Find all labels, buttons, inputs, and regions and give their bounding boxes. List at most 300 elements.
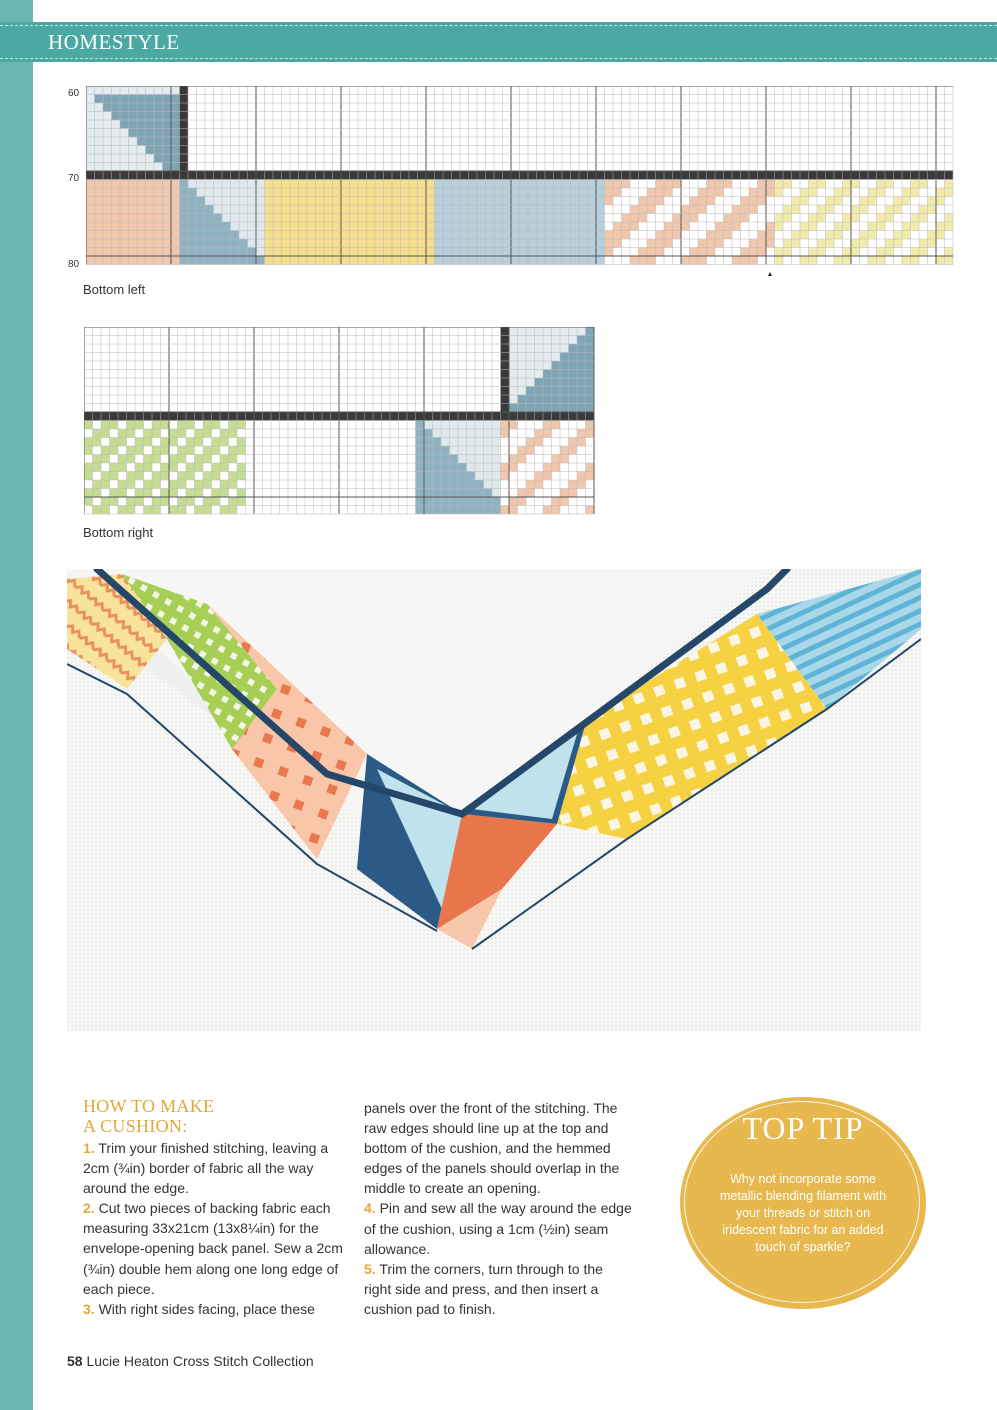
stitch-cell	[222, 171, 231, 180]
stitch-cell	[535, 353, 544, 362]
stitch-cell	[103, 180, 112, 189]
stitch-cell	[205, 171, 214, 180]
stitch-cell	[503, 180, 512, 189]
stitch-cell	[118, 438, 127, 447]
stitch-cell	[95, 129, 104, 138]
stitch-cell	[535, 438, 544, 447]
stitch-cell	[509, 370, 518, 379]
stitch-cell	[501, 378, 510, 387]
howto-heading-line2: A CUSHION:	[83, 1116, 188, 1136]
stitch-cell	[577, 480, 586, 489]
stitch-cell	[384, 180, 393, 189]
stitch-cell	[492, 412, 501, 421]
stitch-cell	[409, 248, 418, 257]
stitch-cell	[520, 197, 529, 206]
stitch-cell	[520, 214, 529, 223]
stitch-cell	[384, 256, 393, 265]
stitch-cell	[367, 256, 376, 265]
stitch-cell	[231, 171, 240, 180]
stitch-cell	[129, 222, 138, 231]
stitch-cell	[146, 197, 155, 206]
stitch-cell	[282, 188, 291, 197]
stitch-cell	[494, 214, 503, 223]
stitch-cell	[467, 438, 476, 447]
stitch-cell	[571, 256, 580, 265]
stitch-cell	[477, 239, 486, 248]
stitch-cell	[137, 222, 146, 231]
stitch-cell	[161, 472, 170, 481]
stitch-cell	[467, 455, 476, 464]
stitch-cell	[222, 222, 231, 231]
stitch-cell	[528, 171, 537, 180]
stitch-cell	[562, 188, 571, 197]
stitch-cell	[681, 222, 690, 231]
stitch-cell	[535, 387, 544, 396]
stitch-cell	[95, 197, 104, 206]
stitch-cell	[163, 188, 172, 197]
stitch-cell	[231, 248, 240, 257]
stitch-cell	[222, 197, 231, 206]
stitch-cell	[163, 86, 172, 95]
stitch-cell	[110, 472, 119, 481]
stitch-cell	[135, 421, 144, 430]
stitch-cell	[290, 222, 299, 231]
stitch-cell	[112, 129, 121, 138]
stitch-cell	[554, 222, 563, 231]
stitch-cell	[146, 86, 155, 95]
stitch-cell	[256, 222, 265, 231]
stitch-cell	[358, 197, 367, 206]
page-footer	[67, 1353, 314, 1369]
stitch-cell	[239, 222, 248, 231]
stitch-cell	[894, 231, 903, 240]
stitch-cell	[450, 489, 459, 498]
stitch-cell	[605, 180, 614, 189]
stitch-cell	[579, 171, 588, 180]
stitch-cell	[552, 463, 561, 472]
stitch-cell	[110, 489, 119, 498]
stitch-cell	[86, 180, 95, 189]
stitch-cell	[552, 378, 561, 387]
stitch-cell	[460, 171, 469, 180]
stitch-cell	[469, 197, 478, 206]
stitch-cell	[358, 214, 367, 223]
stitch-cell	[299, 231, 308, 240]
stitch-cell	[664, 171, 673, 180]
stitch-cell	[605, 239, 614, 248]
stitch-cell	[137, 239, 146, 248]
stitch-cell	[307, 231, 316, 240]
stitch-cell	[560, 395, 569, 404]
stitch-cell	[526, 327, 535, 336]
stitch-cell	[409, 231, 418, 240]
stitch-cell	[112, 95, 121, 104]
stitch-cell	[501, 404, 510, 413]
stitch-cell	[384, 188, 393, 197]
stitch-cell	[416, 463, 425, 472]
stitch-cell	[112, 137, 121, 146]
stitch-cell	[783, 239, 792, 248]
stitch-cell	[698, 239, 707, 248]
stitch-cell	[93, 455, 102, 464]
stitch-cell	[518, 489, 527, 498]
stitch-cell	[299, 248, 308, 257]
stitch-cell	[314, 412, 323, 421]
stitch-cell	[452, 248, 461, 257]
stitch-cell	[305, 412, 314, 421]
stitch-cell	[800, 188, 809, 197]
stitch-cell	[537, 239, 546, 248]
stitch-cell	[110, 446, 119, 455]
stitch-cell	[492, 480, 501, 489]
stitch-cell	[418, 180, 427, 189]
stitch-cell	[129, 86, 138, 95]
stitch-cell	[95, 180, 104, 189]
stitch-cell	[586, 361, 595, 370]
stitch-cell	[577, 395, 586, 404]
stitch-cell	[441, 463, 450, 472]
stitch-cell	[460, 180, 469, 189]
stitch-cell	[93, 429, 102, 438]
stitch-cell	[273, 171, 282, 180]
stitch-cell	[171, 120, 180, 129]
stitch-cell	[562, 197, 571, 206]
stitch-cell	[416, 506, 425, 515]
stitch-cell	[596, 197, 605, 206]
stitch-cell	[441, 438, 450, 447]
stitch-cell	[509, 497, 518, 506]
stitch-cell	[84, 412, 93, 421]
stitch-cell	[163, 248, 172, 257]
stitch-cell	[509, 327, 518, 336]
stitch-cell	[792, 197, 801, 206]
stitch-cell	[282, 214, 291, 223]
stitch-cell	[936, 222, 945, 231]
stitch-cell	[775, 180, 784, 189]
stitch-cell	[180, 112, 189, 121]
stitch-cell	[220, 463, 229, 472]
stitch-cell	[299, 222, 308, 231]
stitch-cell	[120, 239, 129, 248]
stitch-cell	[545, 214, 554, 223]
stitch-cell	[441, 489, 450, 498]
stitch-cell	[178, 429, 187, 438]
stitch-cell	[137, 137, 146, 146]
chart-bottom-left	[86, 86, 956, 276]
stitch-cell	[163, 231, 172, 240]
stitch-cell	[426, 256, 435, 265]
stitch-cell	[715, 222, 724, 231]
stitch-cell	[137, 171, 146, 180]
stitch-cell	[552, 506, 561, 515]
stitch-cell	[418, 188, 427, 197]
stitch-cell	[834, 171, 843, 180]
stitch-cell	[129, 146, 138, 155]
stitch-cell	[741, 256, 750, 265]
stitch-cell	[169, 463, 178, 472]
stitch-cell	[560, 353, 569, 362]
stitch-cell	[450, 506, 459, 515]
step-3	[83, 1299, 351, 1319]
stitch-cell	[212, 438, 221, 447]
stitch-cell	[477, 197, 486, 206]
stitch-cell	[537, 188, 546, 197]
stitch-cell	[749, 197, 758, 206]
stitch-cell	[161, 497, 170, 506]
stitch-cell	[433, 463, 442, 472]
stitch-cell	[197, 171, 206, 180]
stitch-cell	[503, 256, 512, 265]
stitch-cell	[588, 222, 597, 231]
stitch-cell	[146, 171, 155, 180]
stitch-cell	[146, 137, 155, 146]
stitch-cell	[137, 256, 146, 265]
stitch-cell	[945, 171, 954, 180]
stitch-cell	[424, 472, 433, 481]
stitch-cell	[877, 248, 886, 257]
stitch-cell	[93, 463, 102, 472]
stitch-cell	[520, 222, 529, 231]
stitch-cell	[792, 231, 801, 240]
stitch-cell	[885, 214, 894, 223]
stitch-cell	[528, 239, 537, 248]
stitch-cell	[127, 480, 136, 489]
stitch-cell	[214, 214, 223, 223]
stitch-cell	[707, 197, 716, 206]
step-5-text: Trim the corners, turn through to the right side and press, and then insert a cushion pad to finish.	[364, 1260, 603, 1317]
stitch-cell	[775, 171, 784, 180]
stitch-cell	[588, 180, 597, 189]
stitch-cell	[511, 256, 520, 265]
stitch-cell	[715, 188, 724, 197]
stitch-cell	[571, 231, 580, 240]
stitch-cell	[605, 171, 614, 180]
stitch-cell	[467, 429, 476, 438]
stitch-cell	[197, 197, 206, 206]
stitch-cell	[435, 222, 444, 231]
stitch-cell	[110, 438, 119, 447]
stitch-cell	[333, 180, 342, 189]
stitch-cell	[180, 95, 189, 104]
stitch-cell	[673, 171, 682, 180]
stitch-cell	[154, 248, 163, 257]
stitch-cell	[367, 214, 376, 223]
stitch-cell	[188, 239, 197, 248]
stitch-cell	[375, 231, 384, 240]
stitch-cell	[681, 214, 690, 223]
stitch-cell	[571, 222, 580, 231]
stitch-cell	[86, 137, 95, 146]
stitch-cell	[511, 180, 520, 189]
stitch-cell	[129, 171, 138, 180]
stitch-cell	[707, 188, 716, 197]
stitch-cell	[450, 438, 459, 447]
stitch-cell	[868, 171, 877, 180]
stitch-cell	[424, 463, 433, 472]
stitch-cell	[588, 188, 597, 197]
stitch-cell	[511, 188, 520, 197]
stitch-cell	[307, 171, 316, 180]
stitch-cell	[518, 497, 527, 506]
stitch-cell	[161, 412, 170, 421]
stitch-cell	[586, 327, 595, 336]
stitch-cell	[256, 188, 265, 197]
stitch-cell	[526, 446, 535, 455]
stitch-cell	[103, 86, 112, 95]
stitch-cell	[409, 214, 418, 223]
stitch-cell	[494, 180, 503, 189]
stitch-cell	[307, 214, 316, 223]
stitch-cell	[307, 239, 316, 248]
stitch-cell	[282, 222, 291, 231]
stitch-cell	[577, 378, 586, 387]
stitch-cell	[163, 171, 172, 180]
stitch-cell	[543, 506, 552, 515]
stitch-cell	[469, 239, 478, 248]
stitch-cell	[458, 438, 467, 447]
stitch-cell	[469, 256, 478, 265]
stitch-cell	[409, 197, 418, 206]
stitch-cell	[367, 205, 376, 214]
stitch-cell	[494, 197, 503, 206]
stitch-cell	[911, 188, 920, 197]
stitch-cell	[809, 256, 818, 265]
stitch-cell	[647, 205, 656, 214]
stitch-cell	[554, 205, 563, 214]
stitch-cell	[409, 180, 418, 189]
stitch-cell	[569, 336, 578, 345]
stitch-cell	[373, 412, 382, 421]
stitch-cell	[86, 248, 95, 257]
stitch-cell	[273, 256, 282, 265]
stitch-cell	[613, 239, 622, 248]
stitch-cell	[129, 197, 138, 206]
side-bar	[0, 0, 33, 1410]
stitch-cell	[110, 412, 119, 421]
stitch-cell	[741, 214, 750, 223]
step-1-number: 1.	[83, 1140, 95, 1156]
stitch-cell	[86, 129, 95, 138]
stitch-cell	[333, 188, 342, 197]
stitch-cell	[458, 472, 467, 481]
stitch-cell	[766, 239, 775, 248]
stitch-cell	[95, 112, 104, 121]
stitch-cell	[426, 248, 435, 257]
stitch-cell	[569, 395, 578, 404]
stitch-cell	[441, 412, 450, 421]
stitch-cell	[205, 188, 214, 197]
stitch-cell	[231, 180, 240, 189]
stitch-cell	[409, 171, 418, 180]
stitch-cell	[681, 256, 690, 265]
stitch-cell	[307, 180, 316, 189]
stitch-cell	[118, 412, 127, 421]
stitch-cell	[724, 180, 733, 189]
stitch-cell	[231, 222, 240, 231]
stitch-cell	[146, 120, 155, 129]
stitch-cell	[571, 171, 580, 180]
stitch-cell	[441, 421, 450, 430]
stitch-cell	[161, 446, 170, 455]
stitch-cell	[365, 412, 374, 421]
stitch-cell	[537, 222, 546, 231]
stitch-cell	[392, 248, 401, 257]
stitch-cell	[203, 429, 212, 438]
stitch-cell	[392, 197, 401, 206]
stitch-cell	[664, 180, 673, 189]
stitch-cell	[214, 197, 223, 206]
stitch-cell	[367, 180, 376, 189]
stitch-cell	[358, 180, 367, 189]
stitch-cell	[265, 214, 274, 223]
stitch-cell	[526, 370, 535, 379]
stitch-cell	[171, 103, 180, 112]
stitch-cell	[535, 412, 544, 421]
stitch-cell	[902, 188, 911, 197]
stitch-cell	[596, 239, 605, 248]
stitch-cell	[577, 336, 586, 345]
stitch-cell	[475, 497, 484, 506]
stitch-cell	[214, 171, 223, 180]
stitch-cell	[475, 438, 484, 447]
stitch-cell	[137, 129, 146, 138]
stitch-cell	[503, 248, 512, 257]
stitch-cell	[197, 239, 206, 248]
stitch-cell	[95, 154, 104, 163]
stitch-cell	[120, 197, 129, 206]
stitch-cell	[843, 188, 852, 197]
stitch-cell	[205, 205, 214, 214]
stitch-cell	[120, 146, 129, 155]
stitch-cell	[282, 205, 291, 214]
stitch-cell	[441, 506, 450, 515]
stitch-cell	[161, 489, 170, 498]
stitch-cell	[526, 438, 535, 447]
stitch-cell	[543, 353, 552, 362]
stitch-cell	[477, 171, 486, 180]
stitch-cell	[86, 197, 95, 206]
stitch-cell	[569, 489, 578, 498]
stitch-cell	[186, 446, 195, 455]
stitch-cell	[501, 472, 510, 481]
stitch-cell	[664, 222, 673, 231]
stitch-cell	[902, 197, 911, 206]
stitch-cell	[577, 438, 586, 447]
stitch-cell	[169, 438, 178, 447]
stitch-cell	[911, 171, 920, 180]
stitch-cell	[894, 239, 903, 248]
stitch-cell	[95, 86, 104, 95]
stitch-cell	[639, 205, 648, 214]
stitch-cell	[475, 480, 484, 489]
stitch-cell	[358, 222, 367, 231]
stitch-cell	[273, 214, 282, 223]
stitch-cell	[154, 197, 163, 206]
stitch-cell	[188, 197, 197, 206]
stitch-cell	[579, 180, 588, 189]
stitch-cell	[103, 146, 112, 155]
stitch-cell	[103, 222, 112, 231]
stitch-cell	[229, 480, 238, 489]
stitch-cell	[120, 188, 129, 197]
stitch-cell	[299, 256, 308, 265]
stitch-cell	[424, 438, 433, 447]
stitch-cell	[501, 463, 510, 472]
stitch-cell	[316, 180, 325, 189]
stitch-cell	[197, 214, 206, 223]
stitch-cell	[195, 412, 204, 421]
stitch-cell	[868, 231, 877, 240]
